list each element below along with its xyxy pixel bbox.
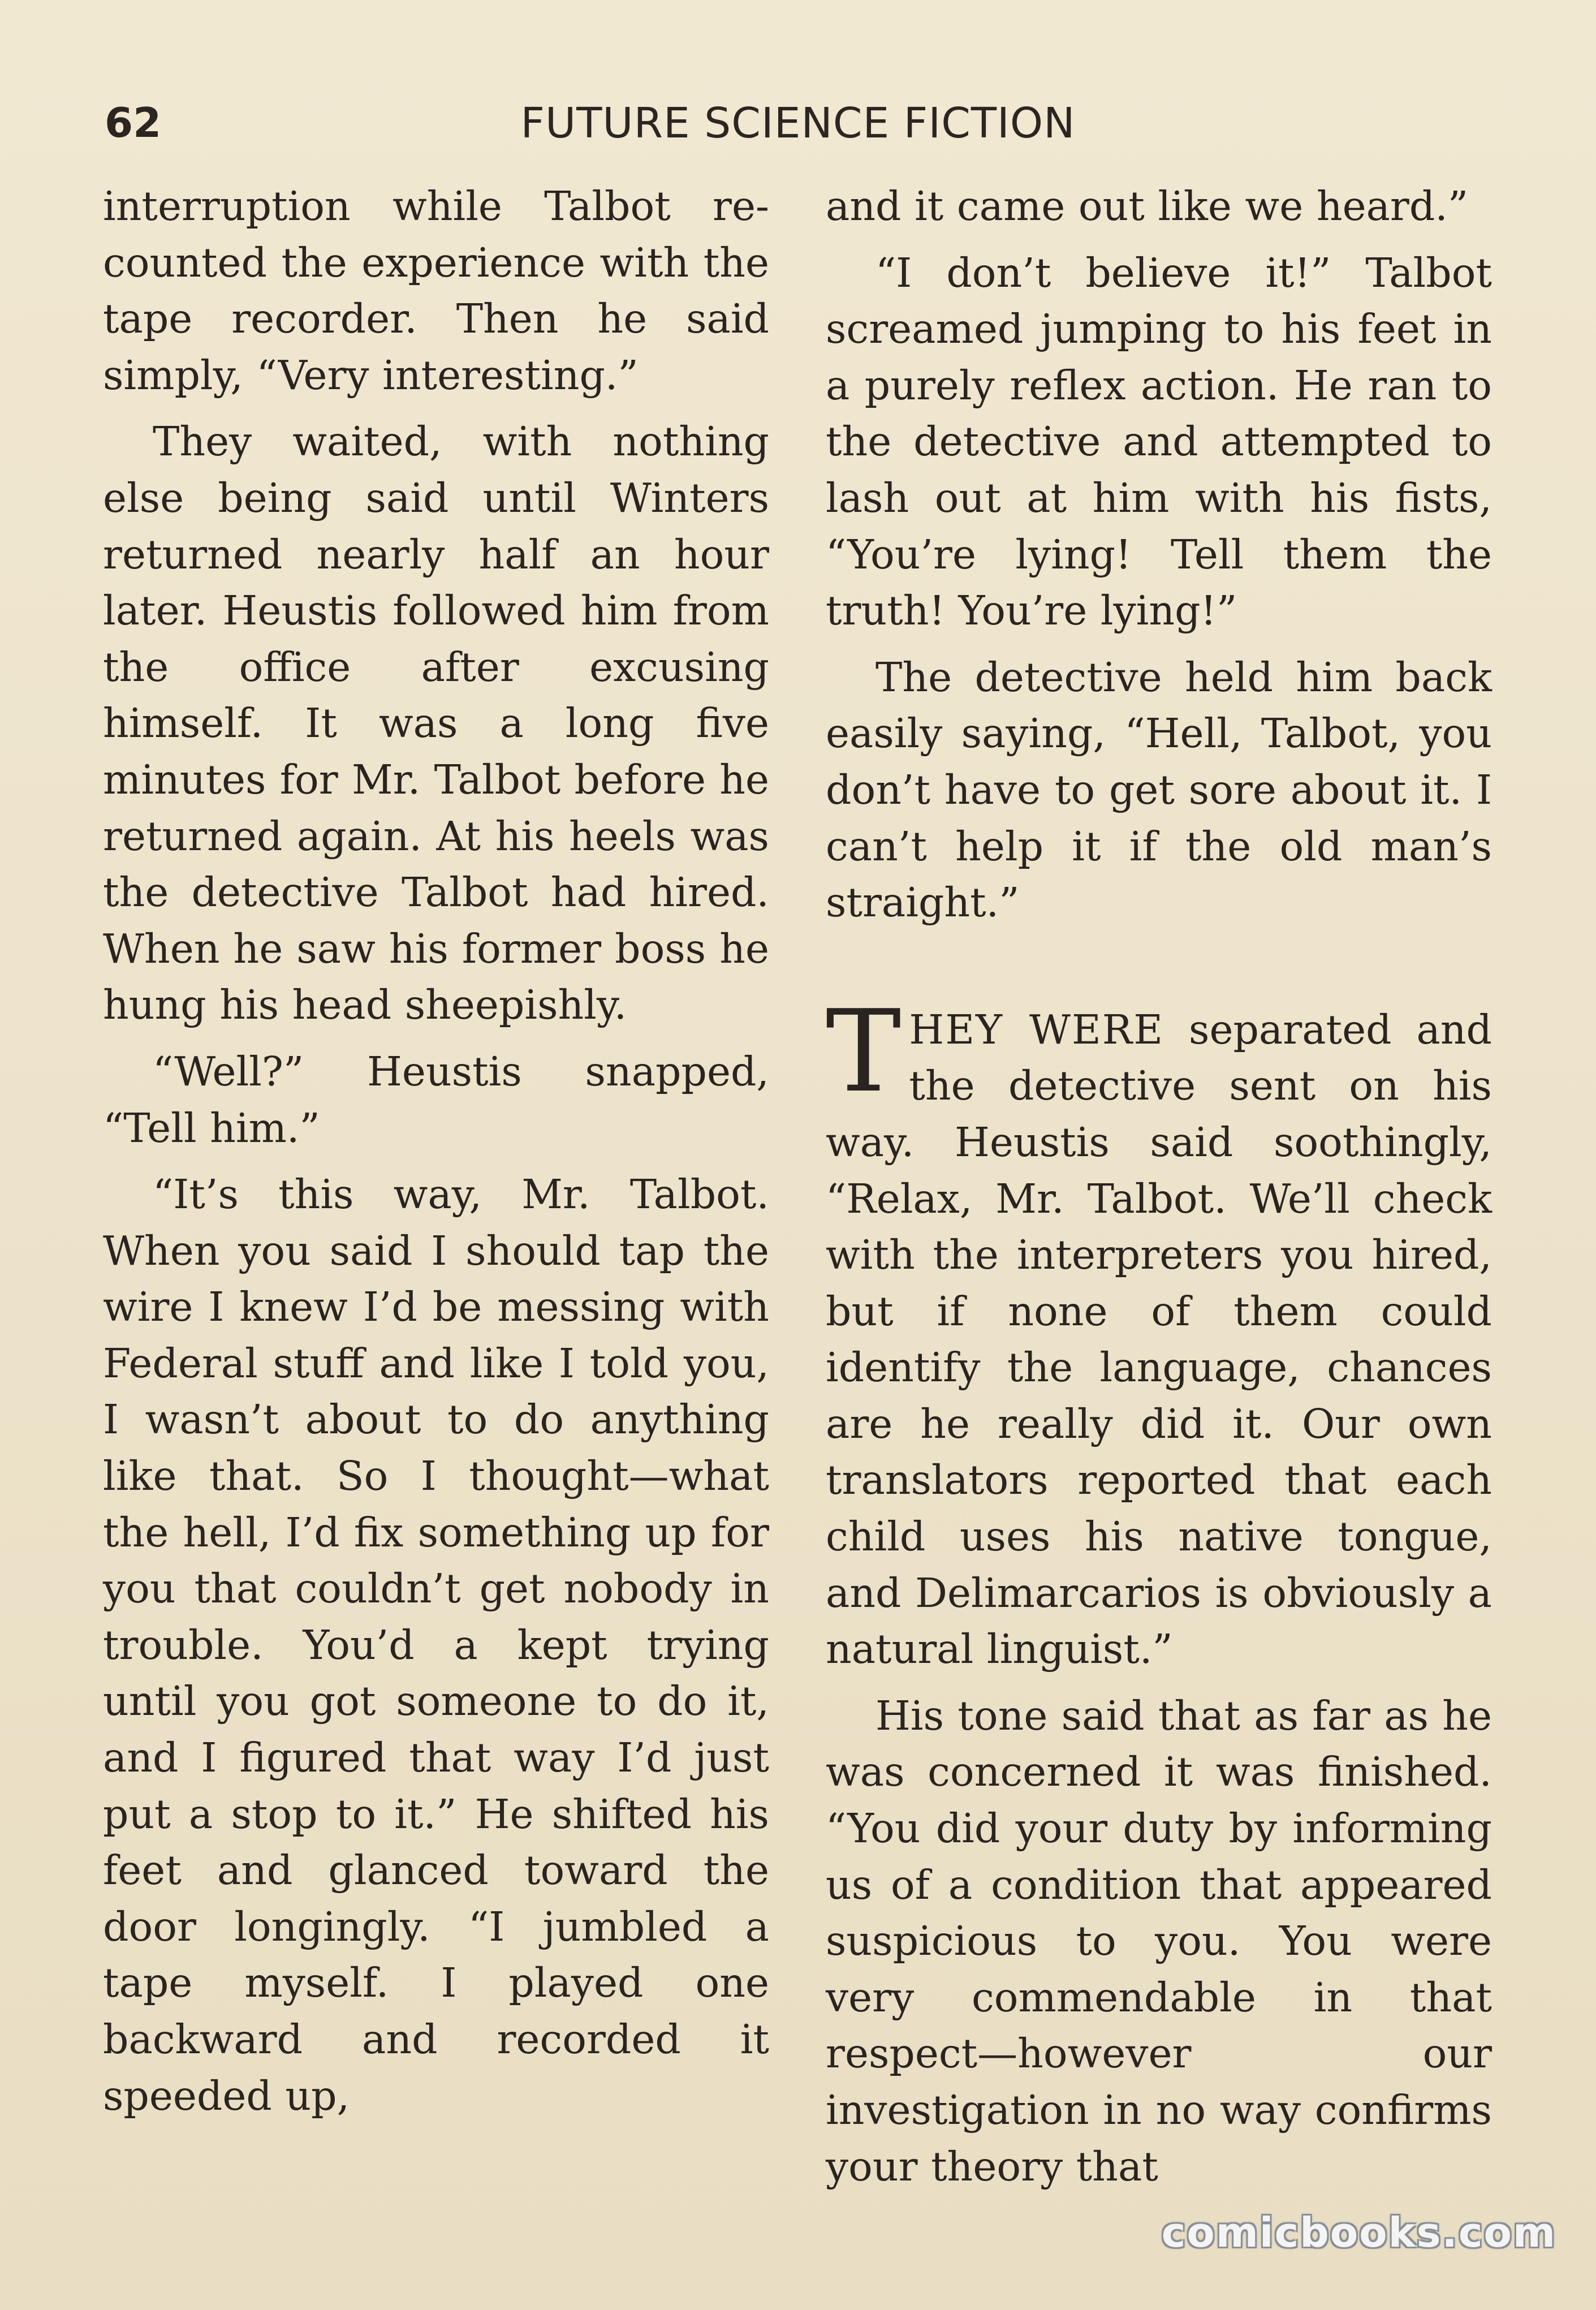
paragraph: The detective held him back easily saying, “Hell, Talbot, you don’t have to get sore about it. I can’t help it if the old man’s straight.” — [826, 653, 1492, 926]
running-title: FUTURE SCIENCE FICTION — [520, 99, 1076, 148]
left-column — [103, 178, 769, 2192]
paragraph: “Well?” Heustis snapped, “Tell him.” — [103, 1048, 769, 1152]
page-header — [105, 99, 1491, 161]
paragraph: interruption while Talbot recounted the experience with the tape recorder. Then he said simply, “Very interesting.” — [103, 183, 769, 399]
lead-in-caps: HEY WERE — [909, 1006, 1164, 1053]
paragraph-text: separated and the detective sent on his way. Heustis said soothingly, “Relax, Mr. Talbot. We’ll check with the interpreters you hired, but if none of them could identify the language, chances are he really did it. Our own translators reported that each child uses his native tongue, and Delimarcarios is obviously a natural linguist.” — [826, 1006, 1492, 1673]
section-opening-paragraph — [826, 985, 1492, 1678]
watermark-logo: comicbooks.com — [1161, 2209, 1556, 2256]
paragraph: “I don’t believe it!” Talbot screamed jumping to his feet in a purely reflex action. He ran to the detective and attempted to lash out at him with his fists, “You’re lying! Tell them the truth! You’re lying!” — [826, 249, 1492, 635]
paragraph: and it came out like we heard.” — [826, 183, 1469, 230]
paragraph: They waited, with nothing else being said until Winters returned nearly half an hour later. Heustis followed him from the office after excusing himself. It was a long five minutes for Mr. Talbot before he returned again. At his heels was the detective Talbot had hired. When he saw his former boss he hung his head sheepishly. — [103, 418, 769, 1029]
paragraph: His tone said that as far as he was concerned it was finished. “You did your duty by informing us of a condition that appeared suspicious to you. You were very commendable in that respect—however our investigation in no way confirms your theory that — [826, 1692, 1492, 2190]
right-column — [826, 178, 1492, 2192]
page-number: 62 — [105, 99, 162, 146]
paragraph: “It’s this way, Mr. Talbot. When you said I should tap the wire I knew I’d be messing with Federal stuff and like I told you, I wasn’t about to do anything like that. So I thought—what the hell, I’d fix something up for you that couldn’t get nobody in trouble. You’d a kept trying until you got someone to do it, and I figured that way I’d just put a stop to it.” He shifted his feet and glanced toward the door longingly. “I jumbled a tape myself. I played one backward and recorded it speeded up, — [103, 1171, 769, 2119]
drop-cap: T — [826, 985, 901, 1118]
